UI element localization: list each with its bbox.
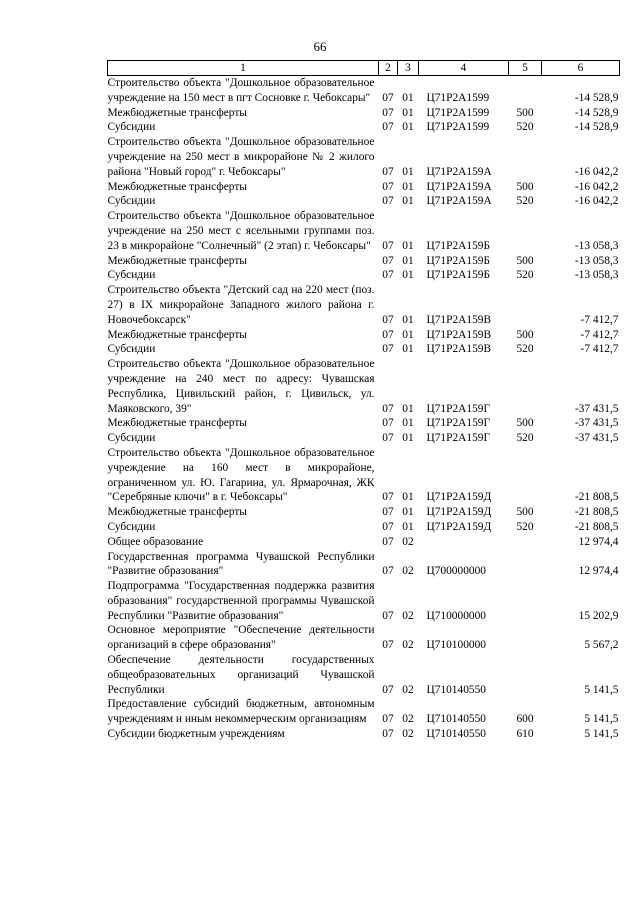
row-amount: -16 042,2: [574, 180, 619, 193]
row-target-article: [419, 535, 509, 550]
table-row: [108, 535, 620, 550]
row-section: 07: [382, 195, 394, 208]
table-row: [108, 194, 620, 209]
row-amount: -7 412,7: [580, 343, 619, 356]
row-name: Субсидии: [107, 432, 156, 445]
row-section: 07: [382, 417, 394, 430]
row-name: Субсидии: [107, 343, 156, 356]
row-amount: -21 808,5: [574, 506, 619, 519]
table-row: [108, 328, 620, 343]
row-target-article: Ц71Р2А159В: [426, 328, 492, 341]
row-section: 07: [382, 535, 394, 548]
table-row: [108, 623, 620, 653]
row-subsection: 01: [402, 254, 414, 267]
row-name: Межбюджетные трансферты: [107, 506, 247, 519]
row-name: Субсидии: [107, 269, 156, 282]
row-subsection: 02: [402, 609, 414, 622]
row-amount: -7 412,7: [580, 313, 619, 326]
row-target-article: Ц71Р2А159Б: [426, 269, 490, 282]
row-expense-type: 520: [516, 269, 534, 282]
row-expense-type: [509, 357, 542, 416]
row-name: Субсидии: [107, 195, 156, 208]
row-expense-type: 600: [516, 713, 534, 726]
table-row: [108, 106, 620, 121]
row-target-article: Ц700000000: [426, 565, 486, 578]
row-section: 07: [382, 254, 394, 267]
row-section: 07: [382, 491, 394, 504]
row-subsection: 02: [402, 535, 414, 548]
row-subsection: 01: [402, 328, 414, 341]
row-amount: -13 058,3: [574, 269, 619, 282]
row-name: Государственная программа Чувашской Республики "Развитие образования": [107, 550, 375, 578]
row-expense-type: [509, 653, 542, 697]
row-section: 07: [382, 506, 394, 519]
row-amount: -13 058,3: [574, 239, 619, 252]
row-expense-type: 520: [516, 432, 534, 445]
page-number: 66: [313, 39, 327, 54]
row-expense-type: [509, 550, 542, 580]
row-amount: -16 042,2: [574, 165, 619, 178]
row-name: Субсидии: [107, 520, 156, 533]
row-section: 07: [382, 728, 394, 741]
row-section: 07: [382, 343, 394, 356]
row-target-article: Ц71Р2А159Д: [426, 491, 492, 504]
row-subsection: 01: [402, 520, 414, 533]
table-row: [108, 697, 620, 727]
row-expense-type: [509, 446, 542, 505]
row-amount: 5 141,5: [584, 713, 619, 726]
row-name: Межбюджетные трансферты: [107, 254, 247, 267]
row-expense-type: [509, 623, 542, 653]
row-target-article: Ц71Р2А159А: [426, 195, 492, 208]
row-section: 07: [382, 91, 394, 104]
row-amount: -13 058,3: [574, 254, 619, 267]
row-target-article: Ц71Р2А159В: [426, 313, 492, 326]
row-name: Строительство объекта "Дошкольное образовательное учреждение на 240 мест по адресу: Чувашская Республика, Цивильский район, г. Цивильск, ул. Маяковского, 39": [107, 358, 375, 415]
row-subsection: 02: [402, 639, 414, 652]
row-subsection: 01: [402, 91, 414, 104]
row-expense-type: 520: [516, 195, 534, 208]
row-subsection: 01: [402, 121, 414, 134]
row-name: Строительство объекта "Дошкольное образовательное учреждение на 150 мест в пгт Сосновке г. Чебоксары": [107, 77, 375, 104]
budget-table: [107, 60, 620, 742]
row-section: 07: [382, 639, 394, 652]
row-target-article: Ц710000000: [426, 609, 486, 622]
row-section: 07: [382, 520, 394, 533]
row-subsection: 01: [402, 417, 414, 430]
row-subsection: 01: [402, 269, 414, 282]
row-name: Общее образование: [107, 535, 204, 548]
row-section: 07: [382, 121, 394, 134]
row-section: 07: [382, 165, 394, 178]
row-expense-type: 500: [516, 254, 534, 267]
row-amount: 12 974,4: [578, 565, 619, 578]
row-name: Межбюджетные трансферты: [107, 106, 247, 119]
table-row: [108, 416, 620, 431]
row-name: Строительство объекта "Дошкольное образовательное учреждение на 160 мест в микрорайоне, ограниченном ул. Ю. Гагарина, ул. Ярмарочная, ЖК "Серебряные ключи" в г. Чебоксары": [107, 446, 375, 504]
row-target-article: Ц71Р2А159В: [426, 343, 492, 356]
row-amount: -37 431,5: [574, 417, 619, 430]
header-col-6: 6: [542, 61, 620, 76]
row-amount: -21 808,5: [574, 491, 619, 504]
row-amount: -16 042,2: [574, 195, 619, 208]
row-amount: 5 141,5: [584, 728, 619, 741]
row-target-article: Ц71Р2А159Д: [426, 520, 492, 533]
header-col-3: 3: [398, 61, 419, 76]
row-subsection: 01: [402, 165, 414, 178]
row-expense-type: [509, 135, 542, 179]
row-target-article: Ц710140550: [426, 713, 486, 726]
row-expense-type: 610: [516, 728, 534, 741]
header-col-1: 1: [108, 61, 379, 76]
row-amount: -7 412,7: [580, 328, 619, 341]
row-target-article: Ц71Р2А159Б: [426, 254, 490, 267]
row-target-article: Ц710140550: [426, 683, 486, 696]
row-target-article: Ц71Р2А159А: [426, 180, 492, 193]
row-amount: -14 528,9: [574, 121, 619, 134]
table-row: [108, 505, 620, 520]
row-section: 07: [382, 609, 394, 622]
table-row: [108, 135, 620, 179]
row-expense-type: [509, 209, 542, 253]
row-name: Межбюджетные трансферты: [107, 417, 247, 430]
row-name: Основное мероприятие "Обеспечение деятельности организаций в сфере образования": [107, 624, 375, 652]
row-target-article: Ц710140550: [426, 728, 486, 741]
row-amount: 5 141,5: [584, 683, 619, 696]
row-target-article: Ц71Р2А1599: [426, 91, 490, 104]
row-target-article: Ц71Р2А1599: [426, 121, 490, 134]
row-amount: -14 528,9: [574, 91, 619, 104]
row-expense-type: 520: [516, 121, 534, 134]
row-expense-type: 520: [516, 343, 534, 356]
table-row: [108, 446, 620, 505]
row-subsection: 02: [402, 728, 414, 741]
row-subsection: 01: [402, 106, 414, 119]
table-row: [108, 283, 620, 327]
row-section: 07: [382, 328, 394, 341]
table-row: [108, 180, 620, 195]
row-target-article: Ц710100000: [426, 639, 486, 652]
table-row: [108, 431, 620, 446]
row-expense-type: 500: [516, 328, 534, 341]
table-row: [108, 727, 620, 742]
row-subsection: 01: [402, 432, 414, 445]
row-target-article: Ц71Р2А159Г: [426, 417, 491, 430]
row-subsection: 01: [402, 506, 414, 519]
row-subsection: 02: [402, 683, 414, 696]
row-section: 07: [382, 106, 394, 119]
row-name: Подпрограмма "Государственная поддержка развития образования" государственной программы Чувашской Республики "Развитие образования": [107, 580, 375, 622]
row-section: 07: [382, 432, 394, 445]
row-name: Строительство объекта "Дошкольное образовательное учреждение на 250 мест с ясельными группами поз. 23 в микрорайоне "Солнечный" (2 этап) г. Чебоксары": [107, 210, 375, 252]
row-subsection: 01: [402, 343, 414, 356]
table-row: [108, 268, 620, 283]
table-row: [108, 76, 620, 106]
row-name: Строительство объекта "Детский сад на 220 мест (поз. 27) в IX микрорайоне Западного жилого района г. Новочебоксарск": [107, 284, 375, 326]
table-row: [108, 120, 620, 135]
row-name: Субсидии бюджетным учреждениям: [107, 728, 285, 741]
row-subsection: 02: [402, 565, 414, 578]
row-target-article: Ц71Р2А159Г: [426, 432, 491, 445]
row-expense-type: [509, 579, 542, 623]
header-col-4: 4: [419, 61, 509, 76]
row-expense-type: [509, 535, 542, 550]
row-subsection: 01: [402, 180, 414, 193]
row-amount: -21 808,5: [574, 520, 619, 533]
row-section: 07: [382, 269, 394, 282]
row-subsection: 01: [402, 491, 414, 504]
row-expense-type: [509, 283, 542, 327]
row-target-article: Ц71Р2А1599: [426, 106, 490, 119]
row-amount: 5 567,2: [584, 639, 619, 652]
table-row: [108, 357, 620, 416]
row-section: 07: [382, 565, 394, 578]
row-name: Межбюджетные трансферты: [107, 180, 247, 193]
row-target-article: Ц71Р2А159Д: [426, 506, 492, 519]
row-name: Строительство объекта "Дошкольное образовательное учреждение на 250 мест в микрорайоне № 2 жилого района "Новый город" г. Чебоксары": [107, 136, 375, 178]
row-subsection: 01: [402, 402, 414, 415]
table-row: [108, 653, 620, 697]
row-subsection: 01: [402, 195, 414, 208]
row-name: Субсидии: [107, 121, 156, 134]
row-amount: -14 528,9: [574, 106, 619, 119]
row-target-article: Ц71Р2А159А: [426, 165, 492, 178]
table-row: [108, 550, 620, 580]
row-expense-type: [509, 76, 542, 106]
row-section: 07: [382, 180, 394, 193]
row-expense-type: 500: [516, 506, 534, 519]
row-name: Обеспечение деятельности государственных общеобразовательных организаций Чувашской Республики: [107, 654, 375, 696]
table-row: [108, 209, 620, 253]
row-target-article: Ц71Р2А159Г: [426, 402, 491, 415]
header-col-2: 2: [379, 61, 398, 76]
row-subsection: 02: [402, 713, 414, 726]
table-row: [108, 342, 620, 357]
row-expense-type: 500: [516, 417, 534, 430]
row-section: 07: [382, 683, 394, 696]
table-row: [108, 254, 620, 269]
table-header-row: [108, 61, 620, 76]
row-amount: 12 974,4: [578, 535, 619, 548]
row-subsection: 01: [402, 313, 414, 326]
row-name: Межбюджетные трансферты: [107, 328, 247, 341]
row-amount: 15 202,9: [578, 609, 619, 622]
row-amount: -37 431,5: [574, 402, 619, 415]
table-row: [108, 520, 620, 535]
table-row: [108, 579, 620, 623]
row-section: 07: [382, 402, 394, 415]
row-section: 07: [382, 313, 394, 326]
row-subsection: 01: [402, 239, 414, 252]
row-expense-type: 500: [516, 180, 534, 193]
row-section: 07: [382, 713, 394, 726]
row-section: 07: [382, 239, 394, 252]
row-target-article: Ц71Р2А159Б: [426, 239, 490, 252]
table-body: [108, 76, 620, 742]
row-amount: -37 431,5: [574, 432, 619, 445]
header-col-5: 5: [509, 61, 542, 76]
row-expense-type: 520: [516, 520, 534, 533]
row-expense-type: 500: [516, 106, 534, 119]
row-name: Предоставление субсидий бюджетным, автономным учреждениям и иным некоммерческим организациям: [107, 698, 375, 726]
